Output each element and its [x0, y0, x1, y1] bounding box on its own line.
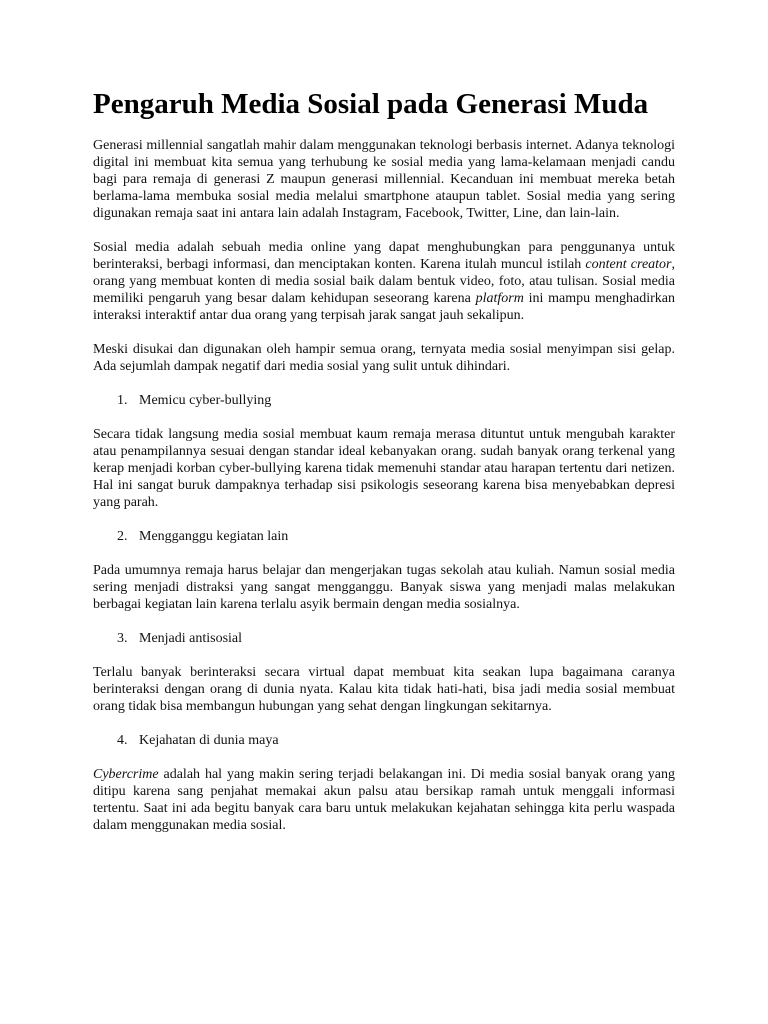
- paragraph-text: adalah hal yang makin sering terjadi belakangan ini. Di media sosial banyak orang yang ditipu karena sang penjahat memakai akun palsu atau bersikap ramah untuk menggali informasi tertentu. Saat ini ada begitu banyak cara baru untuk melakukan kejahatan sehingga kita perlu waspada dalam menggunakan media sosial.: [93, 767, 675, 833]
- page-title: Pengaruh Media Sosial pada Generasi Muda: [93, 88, 649, 120]
- list-item-label: Mengganggu kegiatan lain: [139, 529, 289, 544]
- numbered-list-1: [93, 392, 675, 409]
- paragraph-text: Sosial media adalah sebuah media online yang dapat menghubungkan para penggunanya untuk berinteraksi, berbagi informasi, dan menciptakan konten. Karena itulah muncul istilah: [93, 240, 675, 272]
- list-item-label: Menjadi antisosial: [139, 631, 243, 646]
- italic-term-content-creator: content creator: [585, 257, 672, 272]
- list-item: [93, 732, 675, 749]
- paragraph-cyberbullying: Secara tidak langsung media sosial membuat kaum remaja merasa dituntut untuk mengubah karakter atau penampilannya sesuai dengan standar ideal kebanyakan orang. sudah banyak orang terkenal yang kerap menjadi korban cyber-bullying karena tidak memenuhi standar atau harapan tertentu dari netizen. Hal ini sangat buruk dampaknya terhadap sisi psikologis seseorang karena bisa menyebabkan depresi yang parah.: [93, 427, 675, 510]
- list-item: [93, 630, 675, 647]
- list-number: 3.: [117, 631, 128, 646]
- paragraph-text: ini mampu menghadirkan interaksi interaktif antar dua orang yang terpisah jarak sangat jauh sekalipun.: [93, 291, 675, 323]
- paragraph-text: , orang yang membuat konten di media sosial baik dalam bentuk video, foto, atau tulisan. Sosial media memiliki pengaruh yang besar dalam kehidupan seseorang karena: [93, 257, 675, 306]
- italic-term-platform: platform: [475, 291, 524, 306]
- numbered-list-4: [93, 732, 675, 749]
- paragraph-definition: [93, 239, 675, 324]
- paragraph-antisocial: Terlalu banyak berinteraksi secara virtual dapat membuat kita seakan lupa bagaimana caranya berinteraksi dengan orang di dunia nyata. Kalau kita tidak hati-hati, bisa jadi media sosial membuat orang tidak bisa membangun hubungan yang sehat dengan lingkungan sekitarnya.: [93, 665, 675, 714]
- paragraph-dark-side: Meski disukai dan digunakan oleh hampir semua orang, ternyata media sosial menyimpan sisi gelap. Ada sejumlah dampak negatif dari media sosial yang sulit untuk dihindari.: [93, 342, 675, 374]
- list-number: 2.: [117, 529, 128, 544]
- list-number: 4.: [117, 733, 128, 748]
- paragraph-cybercrime: [93, 766, 675, 834]
- numbered-list-2: [93, 528, 675, 545]
- paragraph-intro: Generasi millennial sangatlah mahir dalam menggunakan teknologi berbasis internet. Adanya teknologi digital ini membuat kita semua yang terhubung ke sosial media yang lama-kelamaan menjadi candu bagi para remaja di generasi Z maupun generasi millennial. Kecanduan ini membuat mereka betah berlama-lama membuka sosial media melalui smartphone ataupun tablet. Sosial media yang sering digunakan remaja saat ini antara lain adalah Instagram, Facebook, Twitter, Line, dan lain-lain.: [93, 138, 675, 221]
- list-item: [93, 392, 675, 409]
- document-page: [93, 87, 675, 851]
- list-number: 1.: [117, 393, 128, 408]
- list-item: [93, 528, 675, 545]
- list-item-label: Kejahatan di dunia maya: [139, 733, 279, 748]
- paragraph-distraction: Pada umumnya remaja harus belajar dan mengerjakan tugas sekolah atau kuliah. Namun sosial media sering menjadi distraksi yang sangat mengganggu. Banyak siswa yang menjadi malas melakukan berbagai kegiatan lain karena terlalu asyik bermain dengan media sosialnya.: [93, 563, 675, 612]
- italic-term-cybercrime: Cybercrime: [93, 767, 159, 782]
- numbered-list-3: [93, 630, 675, 647]
- list-item-label: Memicu cyber-bullying: [139, 393, 272, 408]
